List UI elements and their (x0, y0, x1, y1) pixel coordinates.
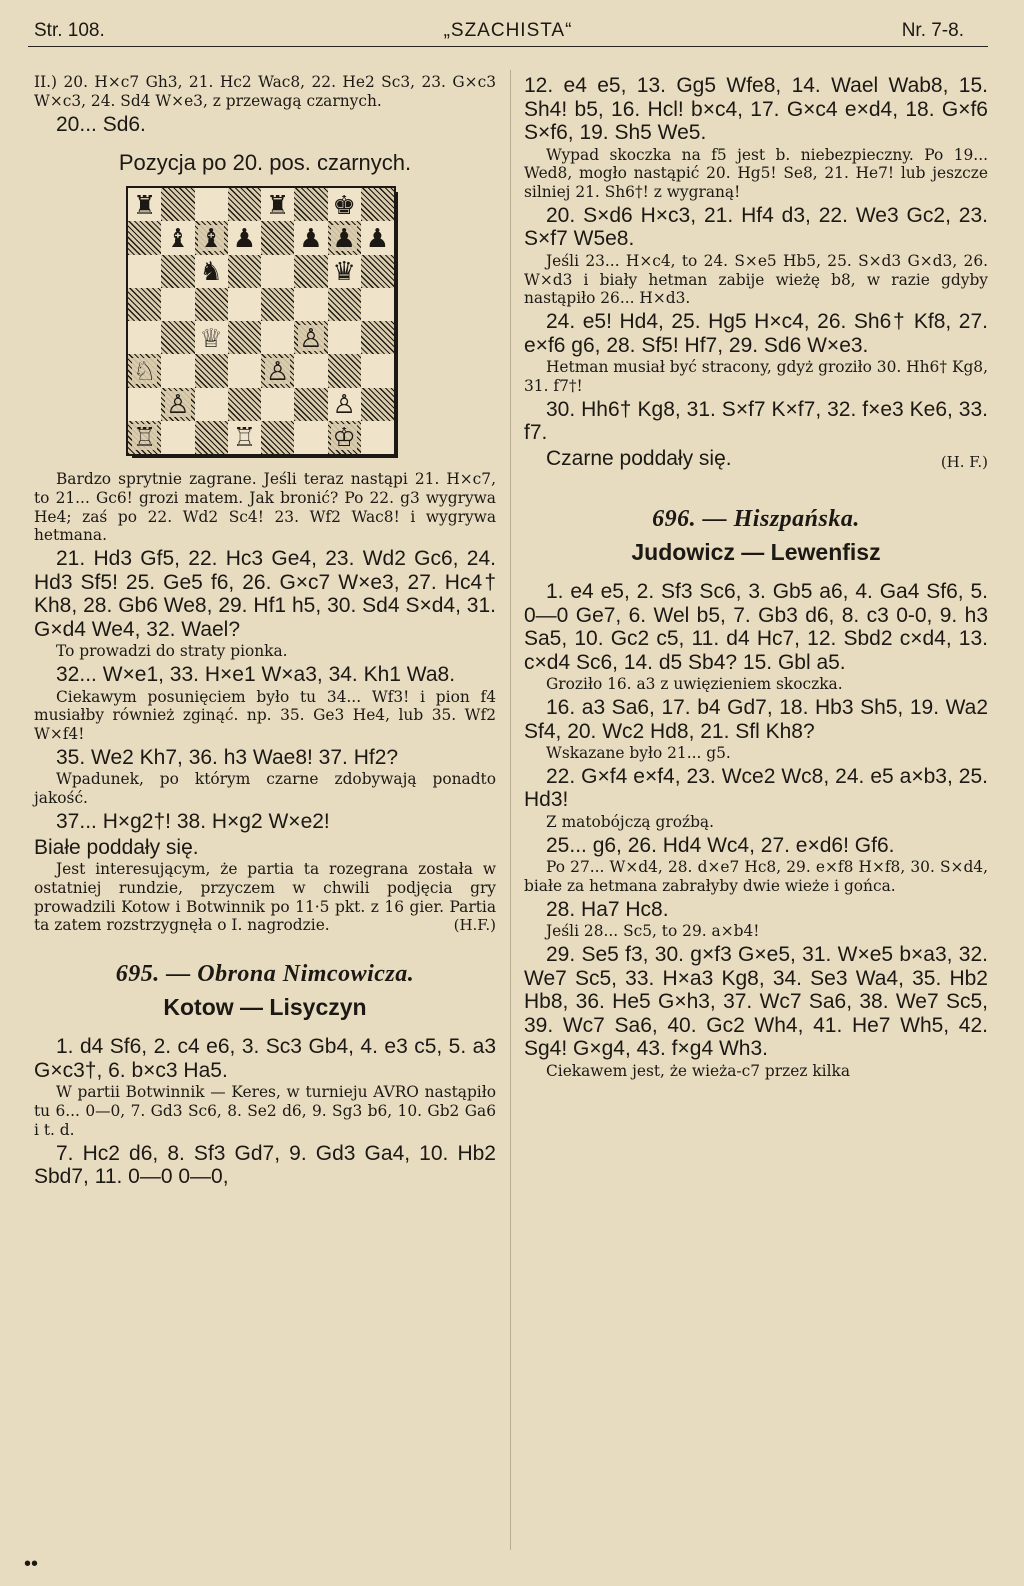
commentary: To prowadzi do straty pionka. (56, 642, 288, 661)
chess-piece-icon: ♙ (265, 355, 290, 386)
move-text: 32... W×e1, 33. H×e1 W×a3, 34. Kh1 Wa8. (56, 663, 456, 687)
move-text: 21. Hd3 Gf5, 22. Hc3 Ge4, 23. Wd2 Gc6, 24. Hd3 Sf5! 25. Ge5 f6, 26. G×c7 W×e3, 27. Hc4† Kh8, 28. Gb6 We8, 29. Hf1 h5, 30. Sd4 S×d4, 31. G×d4 We4, 32. Wael? (34, 547, 496, 641)
square-a1 (128, 421, 161, 454)
square-d2 (228, 388, 261, 421)
move-text: 20... Sd6. (56, 112, 146, 136)
commentary: Jeśli 28... Sc5, to 29. a×b4! (546, 922, 760, 941)
chess-piece-icon: ♜ (132, 189, 157, 220)
square-f8 (294, 188, 327, 221)
chess-piece-icon: ♟ (365, 222, 390, 253)
square-b2 (161, 388, 194, 421)
square-a7 (128, 221, 161, 254)
square-c3 (195, 354, 228, 387)
square-a4 (128, 321, 161, 354)
square-h4 (361, 321, 394, 354)
square-d7 (228, 221, 261, 254)
move-text: 24. e5! Hd4, 25. Hg5 H×c4, 26. Sh6† Kf8, 27. e×f6 g6, 28. Sf5! Hf7, 29. Sd6 W×e3. (524, 310, 988, 357)
square-g5 (328, 288, 361, 321)
chess-piece-icon: ♝ (166, 222, 190, 253)
square-a2 (128, 388, 161, 421)
move-text: 1. d4 Sf6, 2. c4 e6, 3. Sc3 Gb4, 4. e3 c5, 5. a3 G×c3†, 6. b×c3 Ha5. (34, 1035, 496, 1082)
chess-piece-icon: ♖ (232, 422, 257, 453)
page-number: Str. 108. (34, 20, 105, 41)
result-text (524, 447, 988, 471)
commentary: Bardzo sprytnie zagrane. Jeśli teraz nastąpi 21. H×c7, to 21... Gc6! grozi matem. Jak bronić? Po 22. g3 wygrywa He4; zaś po 22. Wd2 Sc4! 23. Wf2 Wac8! i wygrywa hetmana. (34, 470, 496, 545)
result-label: Czarne poddały się. (546, 446, 732, 470)
square-e4 (261, 321, 294, 354)
chess-piece-icon: ♖ (132, 422, 157, 453)
square-b5 (161, 288, 194, 321)
commentary (34, 860, 496, 935)
square-d3 (228, 354, 261, 387)
square-d6 (228, 255, 261, 288)
running-header (28, 18, 988, 47)
chess-piece-icon: ♙ (332, 389, 356, 420)
move-text: 29. Se5 f3, 30. g×f3 G×e5, 31. W×e5 b×a3, 32. We7 Sc5, 33. H×a3 Kg8, 34. Se3 Wa4, 35. Hb2 Hb8, 36. He5 G×h3, 37. Wc7 Sa6, 38. We7 Sc5, 39. Wc7 Sa6, 40. Gc2 Wh4, 41. He7 Wh5, 42. Sg4! G×g4, 43. f×g4 Wh3. (524, 943, 988, 1061)
square-c5 (195, 288, 228, 321)
commentary: Po 27... W×d4, 28. d×e7 Hc8, 29. e×f8 H×f8, 30. S×d4, białe za hetmana zabrałyby dwie wieże i gońca. (524, 858, 988, 896)
square-f7 (294, 221, 327, 254)
right-column (524, 72, 988, 1081)
square-e5 (261, 288, 294, 321)
square-e3 (261, 354, 294, 387)
square-e6 (261, 255, 294, 288)
issue-number: Nr. 7-8. (901, 20, 964, 41)
square-g3 (328, 354, 361, 387)
square-g8 (328, 188, 361, 221)
commentary: W partii Botwinnik — Keres, w turnieju AVRO nastąpiło tu 6... 0—0, 7. Gd3 Sc6, 8. Se2 d6, 9. Sg3 b6, 10. Gb2 Ga6 i t. d. (34, 1083, 496, 1139)
diagram-caption: Pozycja po 20. pos. czarnych. (118, 150, 412, 176)
commentary: Ciekawem jest, że wieża-c7 przez kilka (546, 1061, 851, 1080)
square-b4 (161, 321, 194, 354)
chess-piece-icon: ♙ (166, 389, 190, 420)
chess-piece-icon: ♙ (299, 322, 323, 353)
move-text: 16. a3 Sa6, 17. b4 Gd7, 18. Hb3 Sh5, 19. Wa2 Sf4, 20. Wc2 Hd8, 21. Sfl Kh8? (524, 696, 988, 743)
commentary: Wpadunek, po którym czarne zdobywają ponadto jakość. (34, 770, 496, 808)
square-h7 (361, 221, 394, 254)
left-column (34, 72, 496, 1190)
move-text: 35. We2 Kh7, 36. h3 Wae8! 37. Hf2? (56, 745, 399, 769)
square-c2 (195, 388, 228, 421)
square-c8 (195, 188, 228, 221)
commentary-text: Jest interesującym, że partia ta rozegrana została w ostatniej rundzie, przyczem w chwili podjęcia gry prowadzili Kotow i Botwinnik po 11·5 pkt. z 16 gier. Partia ta zatem rozstrzygnęła o I. nagrodzie. (34, 860, 496, 935)
game-696-title: 696. — Hiszpańska. (652, 506, 860, 533)
move-text: 22. G×f4 e×f4, 23. Wce2 Wc8, 24. e5 a×b3, 25. Hd3! (524, 764, 988, 812)
column-divider (510, 70, 511, 1550)
commentary: Groziło 16. a3 z uwięzieniem skoczka. (546, 675, 843, 694)
chess-piece-icon: ♚ (332, 189, 356, 220)
commentary: Hetman musiał być stracony, gdyż groziło 30. Hh6† Kg8, 31. f7†! (524, 358, 988, 396)
square-c1 (195, 421, 228, 454)
square-h2 (361, 388, 394, 421)
square-f1 (294, 421, 327, 454)
move-text: 7. Hc2 d6, 8. Sf3 Gd7, 9. Gd3 Ga4, 10. Hb2 Sbd7, 11. 0—0 0—0, (34, 1141, 496, 1189)
square-g2 (328, 388, 361, 421)
chess-piece-icon: ♟ (232, 222, 257, 253)
commentary: Wskazane było 21... g5. (546, 744, 731, 763)
journal-title: „SZACHISTA“ (443, 20, 573, 41)
chess-piece-icon: ♘ (132, 355, 157, 386)
result-text: Białe poddały się. (34, 835, 199, 859)
commentary: Ciekawym posunięciem było tu 34... Wf3! i pion f4 musiałby również zginąć. np. 35. Ge3 He4, lub 35. Wf2 W×f4! (34, 687, 496, 744)
square-h5 (361, 288, 394, 321)
square-e8 (261, 188, 294, 221)
square-f5 (294, 288, 327, 321)
square-f6 (294, 255, 327, 288)
move-text: 1. e4 e5, 2. Sf3 Sc6, 3. Gb5 a6, 4. Ga4 Sf6, 5. 0—0 Ge7, 6. Wel b5, 7. Gb3 d6, 8. c3 0-0, 9. h3 Sa5, 10. Gc2 c5, 11. d4 Hc7, 12. Sbd2 c×d4, 13. c×d4 Sc6, 14. d5 Sb4? 15. Gbl a5. (524, 580, 988, 674)
square-h6 (361, 255, 394, 288)
chess-piece-icon: ♞ (199, 256, 223, 287)
square-d5 (228, 288, 261, 321)
square-e1 (261, 421, 294, 454)
square-a3 (128, 354, 161, 387)
square-a5 (128, 288, 161, 321)
chess-piece-icon: ♟ (332, 222, 356, 253)
move-text: 20. S×d6 H×c3, 21. Hf4 d3, 22. We3 Gc2, 23. S×f7 W5e8. (524, 203, 988, 251)
square-g4 (328, 321, 361, 354)
square-f3 (294, 354, 327, 387)
square-d4 (228, 321, 261, 354)
game-695-players: Kotow — Lisyczyn (163, 994, 367, 1021)
move-text: 28. Ha7 Hc8. (546, 897, 669, 921)
chess-piece-icon: ♝ (199, 222, 223, 253)
move-text: 25... g6, 26. Hd4 Wc4, 27. e×d6! Gf6. (546, 833, 895, 857)
square-b8 (161, 188, 194, 221)
chess-board (126, 186, 396, 456)
commentary: Wypad skoczka na f5 jest b. niebezpieczny. Po 19... Wed8, mogło nastąpić 20. Hg5! Se8, 21. He7! lub jeszcze silniej 21. Sh6†! z wygraną! (524, 145, 988, 202)
footer-marks: •• (24, 1553, 39, 1575)
square-d8 (228, 188, 261, 221)
variation-note: II.) 20. H×c7 Gh3, 21. Hc2 Wac8, 22. He2 Sc3, 23. G×c3 W×c3, 24. Sd4 W×e3, z przewagą czarnych. (34, 73, 496, 110)
board-shadow-right (396, 192, 398, 458)
chess-piece-icon: ♔ (332, 422, 356, 453)
square-g6 (328, 255, 361, 288)
square-c4 (195, 321, 228, 354)
move-text: 37... H×g2†! 38. H×g2 W×e2! (56, 810, 330, 834)
square-h1 (361, 421, 394, 454)
square-c7 (195, 221, 228, 254)
square-b3 (161, 354, 194, 387)
chess-piece-icon: ♛ (332, 256, 356, 287)
chess-diagram (126, 186, 396, 456)
square-c6 (195, 255, 228, 288)
square-b1 (161, 421, 194, 454)
chess-piece-icon: ♜ (265, 189, 290, 220)
square-a8 (128, 188, 161, 221)
move-text: 12. e4 e5, 13. Gg5 Wfe8, 14. Wael Wab8, 15. Sh4! b5, 16. Hcl! b×c4, 17. G×c4 e×d4, 18. G×f6 S×f6, 19. Sh5 We5. (524, 74, 988, 144)
author-signature: (H.F.) (453, 916, 496, 935)
square-f2 (294, 388, 327, 421)
game-695-title: 695. — Obrona Nimcowicza. (115, 961, 415, 988)
chess-piece-icon: ♟ (299, 222, 323, 253)
commentary: Jeśli 23... H×c4, to 24. S×e5 Hb5, 25. S×d3 G×d3, 26. W×d3 i biały hetman zabije wieżę b8, w razie gdyby nastąpiło 26... H×d3. (524, 251, 988, 308)
square-f4 (294, 321, 327, 354)
square-d1 (228, 421, 261, 454)
square-a6 (128, 255, 161, 288)
square-h8 (361, 188, 394, 221)
chess-piece-icon: ♕ (199, 322, 223, 353)
square-h3 (361, 354, 394, 387)
square-g7 (328, 221, 361, 254)
commentary: Z matobójczą groźbą. (546, 812, 714, 831)
square-b7 (161, 221, 194, 254)
author-signature: (H. F.) (940, 452, 988, 471)
square-b6 (161, 255, 194, 288)
board-shadow-bottom (132, 456, 398, 458)
square-e7 (261, 221, 294, 254)
game-696-players: Judowicz — Lewenfisz (631, 539, 881, 566)
square-e2 (261, 388, 294, 421)
square-g1 (328, 421, 361, 454)
move-text: 30. Hh6† Kg8, 31. S×f7 K×f7, 32. f×e3 Ke6, 33. f7. (524, 397, 988, 445)
